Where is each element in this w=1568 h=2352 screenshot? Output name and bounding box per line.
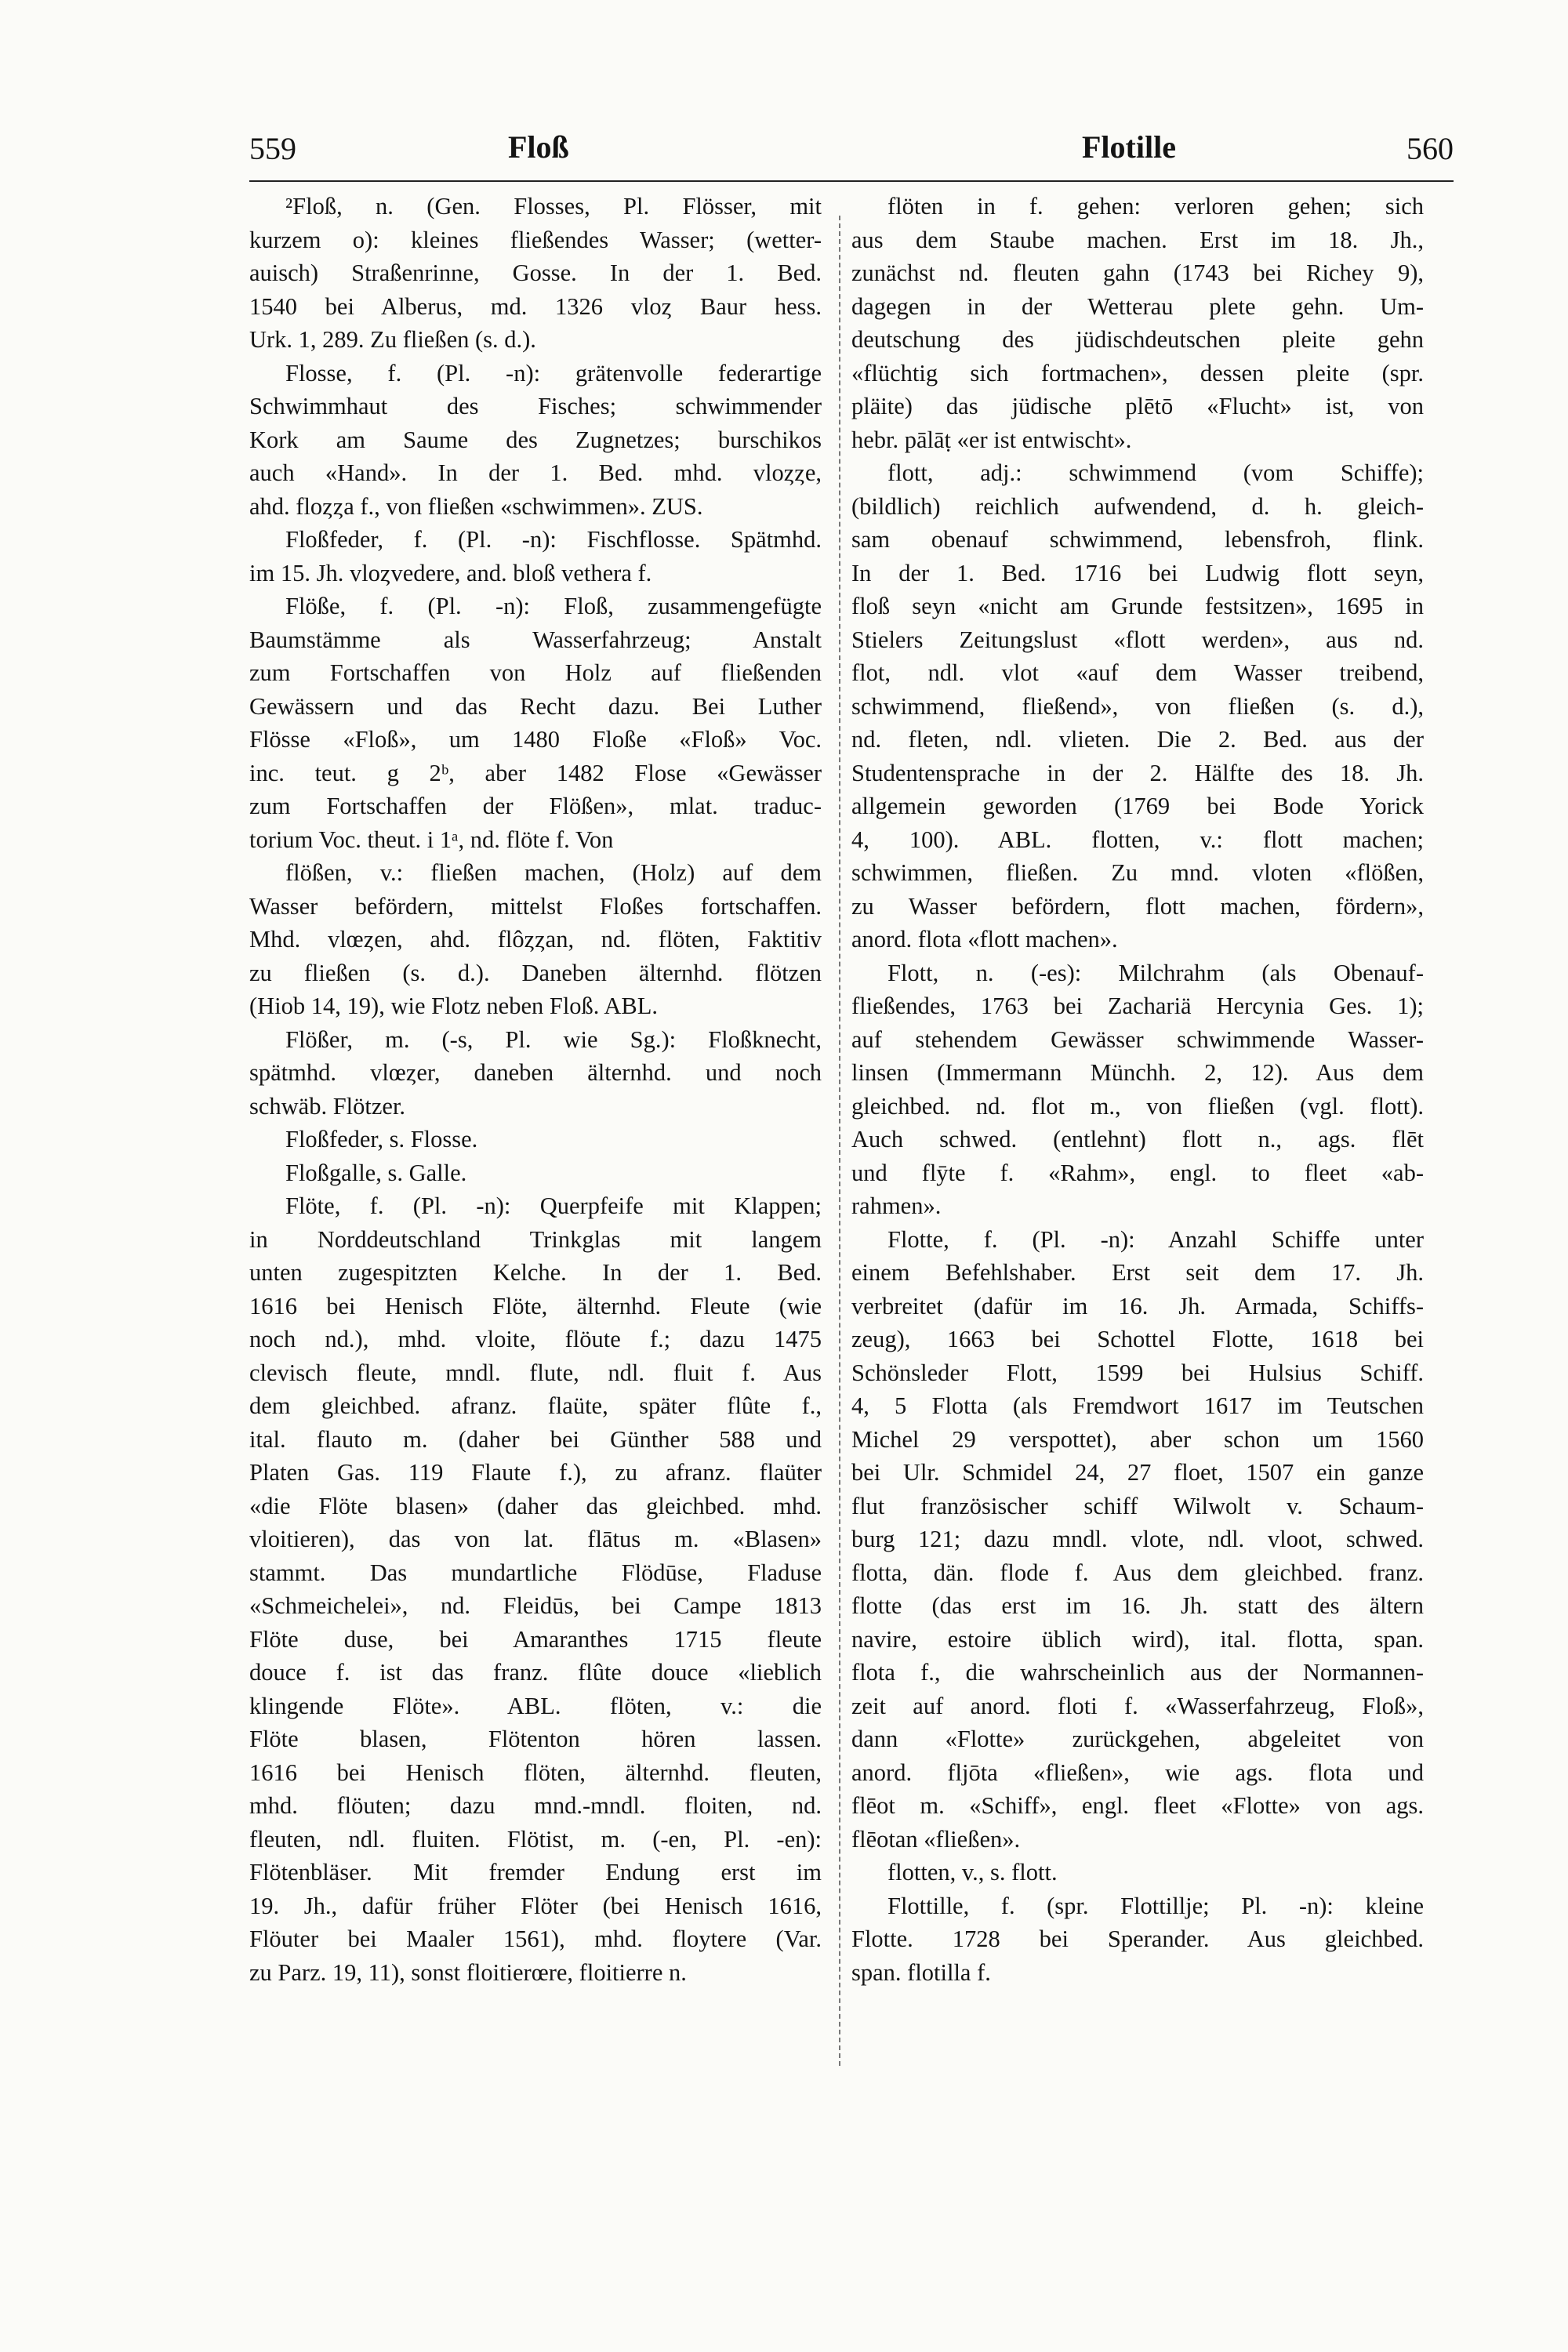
text-line: torium Voc. theut. i 1ᵃ, nd. flöte f. Von	[249, 826, 614, 853]
text-line: flotte (das erst im 16. Jh. statt des ältern	[851, 1592, 1424, 1619]
text-line: bei Ulr. Schmidel 24, 27 floet, 1507 ein ganze	[851, 1459, 1424, 1486]
text-line: In der 1. Bed. 1716 bei Ludwig flott seyn,	[851, 559, 1424, 586]
text-line: Flöte, f. (Pl. -n): Querpfeife mit Klappen;	[285, 1192, 822, 1219]
text-line: noch nd.), mhd. vloite, flöute f.; dazu 1475	[249, 1326, 822, 1352]
text-line: einem Befehlshaber. Erst seit dem 17. Jh.	[851, 1259, 1424, 1286]
text-line: flēotan «fließen».	[851, 1825, 1021, 1853]
text-line: Flöße, f. (Pl. -n): Floß, zusammengefügte	[285, 593, 822, 619]
text-line: zeit auf anord. floti f. «Wasserfahrzeug, Floß»,	[851, 1692, 1424, 1719]
text-line: flotten, v., s. flott.	[887, 1859, 1058, 1886]
text-line: anord. flota «flott machen».	[851, 926, 1118, 953]
text-line: schwimmen, fließen. Zu mnd. vloten «flößen,	[851, 859, 1424, 886]
text-line: linsen (Immermann Münchh. 2, 12). Aus dem	[851, 1059, 1424, 1086]
text-line: Flöte duse, bei Amaranthes 1715 fleute	[249, 1625, 822, 1653]
text-line: zunächst nd. fleuten gahn (1743 bei Richey 9),	[851, 260, 1424, 286]
text-line: nd. fleten, ndl. vlieten. Die 2. Bed. aus der	[851, 726, 1424, 753]
text-line: unten zugespitzten Kelche. In der 1. Bed.	[249, 1259, 822, 1286]
right-column	[851, 190, 1424, 1989]
text-line: allgemein geworden (1769 bei Bode Yorick	[851, 793, 1424, 819]
text-line: 4, 5 Flotta (als Fremdwort 1617 im Teutschen	[851, 1392, 1424, 1419]
text-line: zeug), 1663 bei Schottel Flotte, 1618 bei	[851, 1326, 1424, 1352]
text-line: ²Floß, n. (Gen. Flosses, Pl. Flösser, mit	[285, 193, 822, 220]
text-line: Urk. 1, 289. Zu fließen (s. d.).	[249, 326, 536, 353]
text-line: douce f. ist das franz. flûte douce «lieblich	[249, 1659, 822, 1686]
text-line: Flösse «Floß», um 1480 Floße «Floß» Voc.	[249, 726, 822, 753]
running-head-right: Flotille	[1082, 129, 1176, 165]
text-line: Flößer, m. (-s, Pl. wie Sg.): Floßknecht,	[285, 1025, 822, 1053]
text-line: 4, 100). ABL. flotten, v.: flott machen;	[851, 826, 1424, 853]
text-line: Wasser befördern, mittelst Floßes fortschaffen.	[249, 892, 822, 920]
text-line: Flotte. 1728 bei Sperander. Aus gleichbed.	[851, 1926, 1424, 1952]
text-line: «Schmeichelei», nd. Fleidūs, bei Campe 1813	[249, 1592, 822, 1619]
text-line: 1616 bei Henisch flöten, älternhd. fleuten,	[249, 1759, 822, 1786]
text-line: Floßfeder, s. Flosse.	[285, 1126, 478, 1152]
text-line: zu Wasser befördern, flott machen, fördern»,	[851, 892, 1424, 920]
text-line: zum Fortschaffen der Flößen», mlat. traduc-	[249, 793, 822, 819]
text-line: gleichbed. nd. flot m., von fließen (vgl. flott).	[851, 1092, 1424, 1120]
text-line: flut französischer schiff Wilwolt v. Schaum-	[851, 1492, 1424, 1519]
text-line: stammt. Das mundartliche Flödūse, Fladuse	[249, 1559, 822, 1586]
text-line: deutschung des jüdischdeutschen pleite gehn	[851, 326, 1424, 353]
text-line: flott, adj.: schwimmend (vom Schiffe);	[887, 459, 1424, 486]
text-line: Flöte blasen, Flötenton hören lassen.	[249, 1726, 822, 1752]
text-line: aus dem Staube machen. Erst im 18. Jh.,	[851, 226, 1424, 253]
text-line: span. flotilla f.	[851, 1958, 991, 1986]
running-head-left: Floß	[508, 129, 569, 165]
page-header	[249, 125, 1454, 182]
text-line: floß seyn «nicht am Grunde festsitzen», 1695 in	[851, 593, 1424, 619]
text-line: inc. teut. g 2ᵇ, aber 1482 Flose «Gewässer	[249, 759, 822, 786]
text-line: in Norddeutschland Trinkglas mit langem	[249, 1225, 822, 1253]
text-line: Flosse, f. (Pl. -n): grätenvolle federartige	[285, 359, 822, 387]
page-number-right: 560	[1406, 131, 1454, 166]
text-line: pläite) das jüdische plētō «Flucht» ist, von	[851, 393, 1424, 419]
text-line: Flötenbläser. Mit fremder Endung erst im	[249, 1859, 822, 1886]
text-line: clevisch fleute, mndl. flute, ndl. fluit f. Aus	[249, 1359, 822, 1386]
text-line: Kork am Saume des Zugnetzes; burschikos	[249, 426, 822, 453]
text-line: kurzem o): kleines fließendes Wasser; (wetter-	[249, 226, 822, 253]
text-line: Mhd. vlœȥen, ahd. flôȥȥan, nd. flöten, Faktitiv	[249, 926, 822, 953]
text-line: flēot m. «Schiff», engl. fleet «Flotte» von ags.	[851, 1792, 1424, 1819]
text-line: ital. flauto m. (daher bei Günther 588 und	[249, 1425, 822, 1453]
text-line: schwimmend, fließend», von fließen (s. d.),	[851, 692, 1424, 720]
text-line: Michel 29 verspottet), aber schon um 1560	[851, 1425, 1424, 1453]
text-line: zu fließen (s. d.). Daneben älternhd. flötzen	[249, 959, 822, 986]
text-line: im 15. Jh. vloȥvedere, and. bloß vethera f.	[249, 559, 652, 586]
text-line: Schönsleder Flott, 1599 bei Hulsius Schiff.	[851, 1359, 1424, 1386]
text-line: vloitieren), das von lat. flātus m. «Blasen»	[249, 1526, 822, 1552]
text-line: flot, ndl. vlot «auf dem Wasser treibend,	[851, 659, 1424, 686]
text-line: klingende Flöte». ABL. flöten, v.: die	[249, 1692, 822, 1719]
text-line: hebr. pālāṭ «er ist entwischt».	[851, 426, 1132, 453]
text-line: 19. Jh., dafür früher Flöter (bei Henisch 1616,	[249, 1892, 822, 1919]
text-line: zum Fortschaffen von Holz auf fließenden	[249, 659, 822, 686]
text-line: Studentensprache in der 2. Hälfte des 18. Jh.	[851, 759, 1424, 786]
page-number-left: 559	[249, 131, 296, 166]
text-line: Flöuter bei Maaler 1561), mhd. floytere (Var.	[249, 1926, 822, 1952]
text-line: verbreitet (dafür im 16. Jh. Armada, Schiffs-	[851, 1292, 1424, 1319]
text-line: Flott, n. (-es): Milchrahm (als Obenauf-	[887, 959, 1424, 986]
text-line: Stielers Zeitungslust «flott werden», aus nd.	[851, 626, 1424, 653]
text-line: Flotte, f. (Pl. -n): Anzahl Schiffe unter	[887, 1225, 1424, 1253]
text-line: und flȳte f. «Rahm», engl. to fleet «ab-	[851, 1159, 1424, 1186]
text-line: flota f., die wahrscheinlich aus der Normannen-	[851, 1659, 1424, 1686]
text-line: Floßfeder, f. (Pl. -n): Fischflosse. Spätmhd.	[285, 526, 822, 553]
text-line: fließendes, 1763 bei Zachariä Hercynia Ges. 1);	[851, 993, 1424, 1019]
text-line: mhd. flöuten; dazu mnd.-mndl. floiten, nd.	[249, 1792, 822, 1819]
text-line: 1616 bei Henisch Flöte, älternhd. Fleute (wie	[249, 1292, 822, 1319]
text-line: auch «Hand». In der 1. Bed. mhd. vloȥȥe,	[249, 459, 822, 486]
text-line: sam obenauf schwimmend, lebensfroh, flink.	[851, 526, 1424, 553]
text-line: (bildlich) reichlich aufwendend, d. h. gleich-	[851, 492, 1424, 520]
text-line: schwäb. Flötzer.	[249, 1092, 406, 1120]
text-line: Floßgalle, s. Galle.	[285, 1159, 467, 1186]
text-line: Gewässern und das Recht dazu. Bei Luther	[249, 692, 822, 720]
text-line: «flüchtig sich fortmachen», dessen pleite (spr.	[851, 359, 1424, 387]
text-line: spätmhd. vlœȥer, daneben älternhd. und noch	[249, 1059, 822, 1086]
text-line: flößen, v.: fließen machen, (Holz) auf dem	[285, 859, 822, 886]
text-line: Platen Gas. 119 Flaute f.), zu afranz. flaüter	[249, 1459, 822, 1486]
text-line: navire, estoire üblich wird), ital. flotta, span.	[851, 1625, 1424, 1653]
text-line: flöten in f. gehen: verloren gehen; sich	[887, 193, 1424, 220]
text-line: 1540 bei Alberus, md. 1326 vloȥ Baur hess.	[249, 292, 822, 320]
text-line: «die Flöte blasen» (daher das gleichbed. mhd.	[249, 1492, 822, 1519]
text-line: (Hiob 14, 19), wie Flotz neben Floß. ABL.	[249, 993, 659, 1019]
text-line: dem gleichbed. afranz. flaüte, später flûte f.,	[249, 1392, 822, 1419]
text-line: Auch schwed. (entlehnt) flott n., ags. flēt	[851, 1126, 1424, 1152]
text-line: auisch) Straßenrinne, Gosse. In der 1. Bed.	[249, 260, 822, 286]
text-line: flotta, dän. flode f. Aus dem gleichbed. franz.	[851, 1559, 1424, 1586]
text-line: Schwimmhaut des Fisches; schwimmender	[249, 393, 822, 419]
text-line: zu Parz. 19, 11), sonst floitierœre, floitierre n.	[249, 1958, 687, 1986]
left-column	[249, 190, 822, 1989]
text-line: anord. fljōta «fließen», wie ags. flota und	[851, 1759, 1424, 1786]
text-line: burg 121; dazu mndl. vlote, ndl. vloot, schwed.	[851, 1526, 1424, 1552]
text-line: rahmen».	[851, 1192, 942, 1219]
text-line: Flottille, f. (spr. Flottillje; Pl. -n): kleine	[887, 1892, 1424, 1919]
column-divider	[839, 216, 840, 2066]
text-line: fleuten, ndl. fluiten. Flötist, m. (-en, Pl. -en):	[249, 1825, 822, 1853]
text-line: ahd. floȥȥa f., von fließen «schwimmen». ZUS.	[249, 492, 703, 520]
text-line: dann «Flotte» zurückgehen, abgeleitet von	[851, 1726, 1424, 1752]
text-line: auf stehendem Gewässer schwimmende Wasser-	[851, 1025, 1424, 1053]
text-line: dagegen in der Wetterau plete gehn. Um-	[851, 292, 1424, 320]
text-line: Baumstämme als Wasserfahrzeug; Anstalt	[249, 626, 822, 653]
